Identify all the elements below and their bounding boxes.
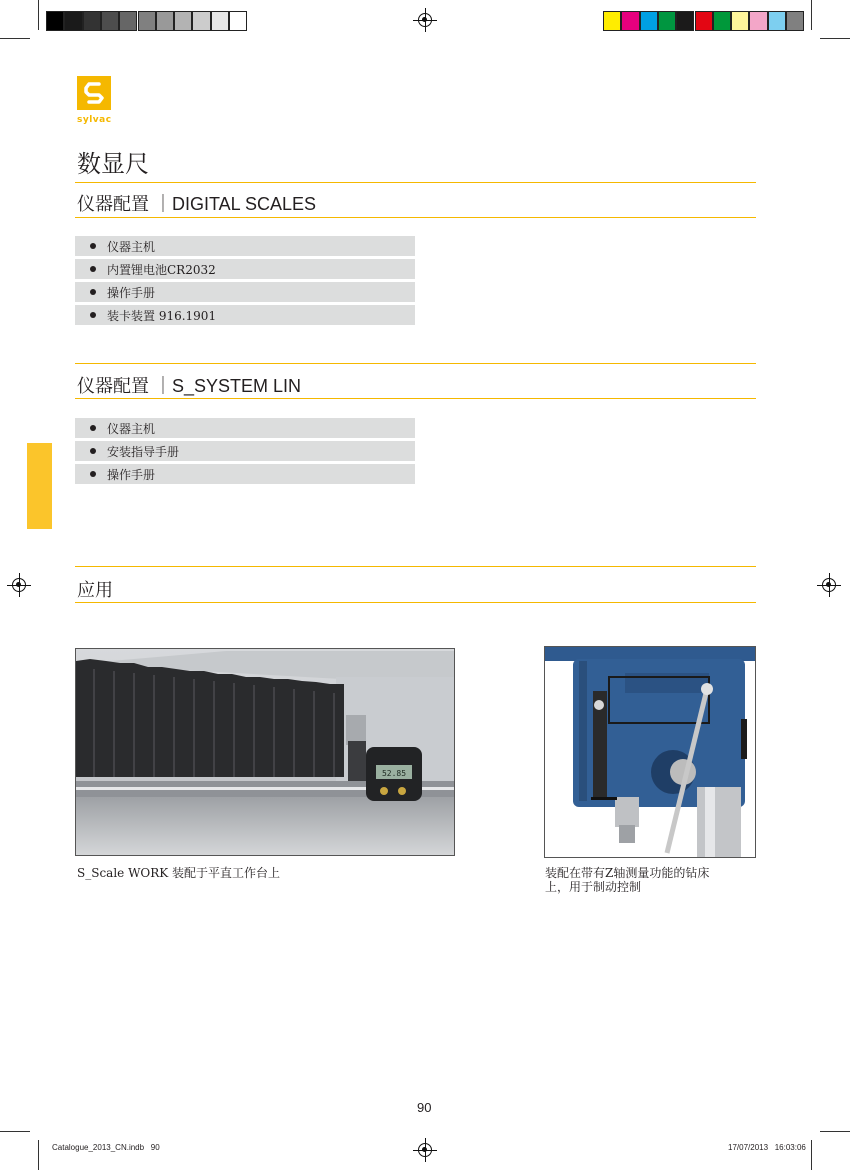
list-item: 操作手册 <box>75 282 415 302</box>
color-swatch <box>731 11 749 31</box>
color-swatch <box>640 11 658 31</box>
list-item: 安装指导手册 <box>75 441 415 461</box>
list-item: 仪器主机 <box>75 236 415 256</box>
color-swatch <box>621 11 639 31</box>
registration-mark-icon <box>822 578 836 592</box>
bullet-icon <box>90 448 96 454</box>
s-system-list <box>75 418 415 487</box>
color-swatch <box>676 11 694 31</box>
color-swatch <box>174 11 192 31</box>
divider <box>75 566 756 567</box>
divider <box>75 398 756 399</box>
color-swatch <box>658 11 676 31</box>
crop-mark <box>820 38 850 39</box>
divider <box>75 182 756 183</box>
crop-mark <box>38 1140 39 1170</box>
digital-scales-list <box>75 236 415 328</box>
footer-datetime: 17/07/2013 16:03:06 <box>728 1143 806 1152</box>
color-swatch <box>211 11 229 31</box>
section-heading-s-system-lin: 仪器配置 ｜S_SYSTEM LIN <box>77 376 302 396</box>
color-swatch <box>695 11 713 31</box>
color-swatch <box>119 11 137 31</box>
left-figure-caption: S_Scale WORK 装配于平直工作台上 <box>77 866 281 880</box>
crop-mark <box>38 0 39 30</box>
display-readout: 52.85 <box>381 769 407 778</box>
bullet-icon <box>90 243 96 249</box>
color-swatch <box>768 11 786 31</box>
list-item: 内置锂电池CR2032 <box>75 259 415 279</box>
color-swatch <box>603 11 621 31</box>
crop-mark <box>811 0 812 30</box>
registration-mark-icon <box>418 13 432 27</box>
brand-name: sylvac <box>77 115 112 125</box>
footer-file-name: Catalogue_2013_CN.indb 90 <box>52 1143 160 1152</box>
bullet-icon <box>90 312 96 318</box>
bullet-icon <box>90 471 96 477</box>
photo-drill-press <box>544 646 756 858</box>
sylvac-logo <box>77 76 112 125</box>
color-swatch <box>713 11 731 31</box>
divider <box>75 363 756 364</box>
sylvac-logo-icon <box>77 76 111 110</box>
section-heading-digital-scales: 仪器配置 ｜DIGITAL SCALES <box>77 194 317 214</box>
color-swatch <box>138 11 156 31</box>
page-number: 90 <box>417 1100 432 1115</box>
section-heading-application: 应用 <box>77 580 113 600</box>
crop-mark <box>811 1140 812 1170</box>
color-swatch <box>83 11 101 31</box>
color-swatch <box>749 11 767 31</box>
color-swatch <box>64 11 82 31</box>
photo-scale-on-table <box>75 648 455 856</box>
color-swatch <box>192 11 210 31</box>
bullet-icon <box>90 289 96 295</box>
right-figure-caption <box>545 866 709 894</box>
crop-mark <box>820 1131 850 1132</box>
registration-mark-icon <box>12 578 26 592</box>
divider <box>75 217 756 218</box>
list-item: 装卡装置 916.1901 <box>75 305 415 325</box>
crop-mark <box>0 38 30 39</box>
bullet-icon <box>90 425 96 431</box>
chapter-tab <box>27 443 52 529</box>
color-swatch <box>229 11 247 31</box>
color-swatch <box>786 11 804 31</box>
color-swatch <box>156 11 174 31</box>
bullet-icon <box>90 266 96 272</box>
crop-mark <box>0 1131 30 1132</box>
list-item: 操作手册 <box>75 464 415 484</box>
page-title: 数显尺 <box>77 150 149 178</box>
registration-mark-icon <box>418 1143 432 1157</box>
color-swatch <box>101 11 119 31</box>
color-swatch <box>46 11 64 31</box>
right-caption-line-1: 装配在带有Z轴测量功能的钻床 <box>545 866 710 880</box>
list-item: 仪器主机 <box>75 418 415 438</box>
divider <box>75 602 756 603</box>
right-caption-line-2: 上，用于制动控制 <box>545 880 642 894</box>
